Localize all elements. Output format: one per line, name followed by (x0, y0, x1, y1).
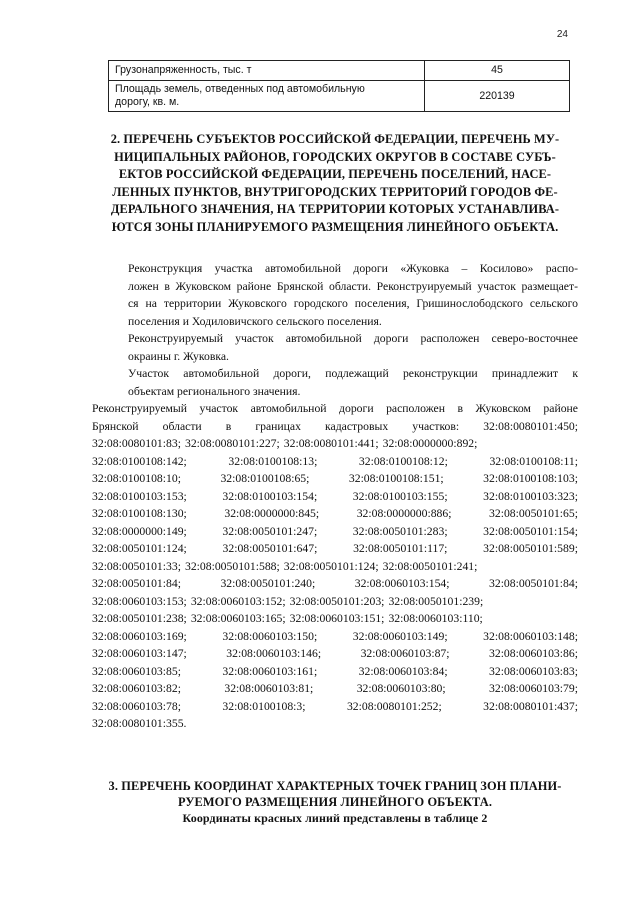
cadastral-number: 32:08:0060103:150; (222, 629, 318, 643)
cadastral-number: 32:08:0000000:845; (224, 507, 320, 520)
cadastral-number: 32:08:0050101:33; (92, 559, 181, 573)
heading-line: РУЕМОГО РАЗМЕЩЕНИЯ ЛИНЕЙНОГО ОБЪЕКТА. (177, 795, 493, 809)
paragraph-line: Реконструируемый участок автомобильной дороги расположен в Жуковском районе (92, 402, 578, 415)
paragraph-line: Реконструируемый участок автомобильной дороги расположен северо-восточнее (128, 332, 578, 345)
cadastral-row (92, 470, 578, 488)
page-number: 24 (556, 29, 568, 40)
cadastral-number: 32:08:0100108:142; (92, 454, 187, 468)
cadastral-row (92, 435, 578, 453)
stats-table (108, 60, 570, 112)
cadastral-number: 32:08:0050101:238; (92, 612, 187, 625)
cadastral-number: 32:08:0100108:11; (489, 454, 578, 468)
table-row (109, 61, 570, 81)
cadastral-row (92, 558, 578, 576)
table-cell-label-line: дорогу, кв. м. (115, 96, 180, 108)
cadastral-number: 32:08:0060103:79; (489, 682, 578, 695)
cadastral-row (92, 698, 578, 716)
cadastral-row (92, 663, 578, 681)
cadastral-number: 32:08:0060103:154; (354, 577, 450, 590)
cadastral-number: 32:08:0060103:86; (489, 647, 578, 660)
cadastral-number: 32:08:0050101:241; (382, 559, 478, 573)
cadastral-number: 32:08:0060103:161; (222, 664, 318, 678)
table-row (109, 81, 570, 112)
heading-line: ЕКТОВ РОССИЙСКОЙ ФЕДЕРАЦИИ, ПЕРЕЧЕНЬ ПОСЕЛЕНИЙ, НАСЕ- (118, 167, 552, 182)
cadastral-number: 32:08:0060103:78; (92, 699, 181, 713)
paragraph-line: Участок автомобильной дороги, подлежащий реконструкции принадлежит к (128, 367, 578, 380)
paragraph (92, 400, 578, 435)
paragraph (92, 365, 578, 400)
paragraph-line: ложен в Жуковском районе Брянской области. Реконструируемый участок размещает- (128, 279, 578, 293)
heading-line: НИЦИПАЛЬНЫХ РАЙОНОВ, ГОРОДСКИХ ОКРУГОВ В СОСТАВЕ СУБЪ- (114, 149, 556, 164)
cadastral-number: 32:08:0100103:155; (352, 489, 448, 503)
cadastral-number: 32:08:0100108:3; (222, 699, 306, 713)
cadastral-row (92, 575, 578, 593)
table-cell-value: 220139 (425, 81, 570, 112)
cadastral-number: 32:08:0050101:647; (222, 542, 318, 555)
cadastral-number: 32:08:0050101:117; (353, 542, 448, 555)
cadastral-number: 32:08:0080101:437; (483, 699, 578, 713)
cadastral-number: 32:08:0060103:85; (92, 664, 181, 678)
cadastral-row (92, 523, 578, 541)
cadastral-number: 32:08:0100108:65; (220, 472, 310, 485)
section-2-body (92, 260, 578, 733)
section-3-heading (92, 778, 578, 810)
cadastral-number: 32:08:0050101:84; (489, 577, 578, 590)
cadastral-number: 32:08:0100108:103; (483, 472, 578, 485)
cadastral-row (92, 488, 578, 506)
cadastral-number: 32:08:0060103:80; (356, 682, 446, 695)
heading-line: 2. ПЕРЕЧЕНЬ СУБЪЕКТОВ РОССИЙСКОЙ ФЕДЕРАЦИИ, ПЕРЕЧЕНЬ МУ- (110, 132, 560, 146)
heading-line: ДЕРАЛЬНОГО ЗНАЧЕНИЯ, НА ТЕРРИТОРИИ КОТОРЫХ УСТАНАВЛИВА- (110, 202, 560, 217)
cadastral-number: 32:08:0060103:83; (489, 664, 578, 678)
heading-line: ЛЕННЫХ ПУНКТОВ, ВНУТРИГОРОДСКИХ ТЕРРИТОРИЙ ГОРОДОВ ФЕ- (112, 184, 558, 199)
table-cell-label: Грузонапряженность, тыс. т (109, 61, 425, 81)
cadastral-number: 32:08:0060103:146; (226, 647, 322, 660)
cadastral-row (92, 628, 578, 646)
cadastral-number: 32:08:0050101:239; (388, 594, 484, 608)
table-cell-label-line: Площадь земель, отведенных под автомобильную (115, 83, 365, 95)
paragraph-line: Реконструкция участка автомобильной дороги «Жуковка – Косилово» распо- (128, 262, 578, 275)
cadastral-row (92, 610, 578, 628)
cadastral-number: 32:08:0100108:151; (348, 472, 444, 485)
cadastral-number: 32:08:0080101:227; (184, 437, 280, 450)
cadastral-number: 32:08:0100108:12; (358, 454, 448, 468)
cadastral-number: 32:08:0060103:110; (388, 612, 483, 625)
heading-line: 3. ПЕРЕЧЕНЬ КООРДИНАТ ХАРАКТЕРНЫХ ТОЧЕК ГРАНИЦ ЗОН ПЛАНИ- (108, 779, 562, 793)
cadastral-number: 32:08:0100103:323; (483, 489, 578, 503)
cadastral-number: 32:08:0000000:886; (356, 507, 452, 520)
cadastral-number: 32:08:0050101:247; (222, 524, 318, 538)
cadastral-number: 32:08:0050101:84; (92, 577, 181, 590)
cadastral-number: 32:08:0050101:588; (184, 559, 280, 573)
cadastral-number: 32:08:0050101:154; (483, 524, 578, 538)
cadastral-number: 32:08:0060103:147; (92, 647, 187, 660)
paragraph-line: окраины г. Жуковка. (128, 349, 229, 363)
cadastral-number: 32:08:0100103:154; (222, 489, 318, 503)
cadastral-number: 32:08:0060103:153; (92, 594, 187, 608)
paragraph-line: ся на территории Жуковского городского поселения, Гришинослободского сельского (128, 297, 578, 310)
cadastral-number: 32:08:0060103:81; (224, 682, 314, 695)
paragraph (92, 330, 578, 365)
cadastral-row (92, 593, 578, 611)
cadastral-number: 32:08:0080101:83; (92, 437, 181, 450)
cadastral-number: 32:08:0050101:124; (92, 542, 187, 555)
heading-line: ЮТСЯ ЗОНЫ ПЛАНИРУЕМОГО РАЗМЕЩЕНИЯ ЛИНЕЙНОГО ОБЪЕКТА. (111, 219, 559, 234)
paragraph-line: Брянской области в границах кадастровых участков: 32:08:0080101:450; (92, 419, 578, 433)
cadastral-number: 32:08:0100103:153; (92, 489, 187, 503)
cadastral-number: 32:08:0080101:252; (346, 699, 442, 713)
cadastral-number: 32:08:0050101:240; (220, 577, 316, 590)
cadastral-number: 32:08:0060103:165; (190, 612, 286, 625)
cadastral-number: 32:08:0060103:169; (92, 629, 187, 643)
paragraph-line: поселения и Ходиловичского сельского поселения. (128, 314, 382, 328)
cadastral-row (92, 680, 578, 698)
cadastral-number: 32:08:0080101:441; (283, 437, 379, 450)
cadastral-row (92, 453, 578, 471)
cadastral-row (92, 540, 578, 558)
table-cell-label (109, 81, 425, 112)
cadastral-number: 32:08:0080101:355. (92, 717, 187, 730)
cadastral-number: 32:08:0100108:13; (228, 454, 318, 468)
cadastral-number: 32:08:0050101:283; (352, 524, 448, 538)
cadastral-row (92, 505, 578, 523)
cadastral-number: 32:08:0050101:589; (483, 542, 578, 555)
paragraph (92, 260, 578, 330)
cadastral-number: 32:08:0060103:148; (483, 629, 578, 643)
cadastral-number: 32:08:0060103:152; (190, 594, 286, 608)
section-3-subheading: Координаты красных линий представлены в таблице 2 (182, 811, 488, 825)
table-cell-value: 45 (425, 61, 570, 81)
cadastral-number: 32:08:0000000:149; (92, 524, 187, 538)
cadastral-number: 32:08:0000000:892; (382, 437, 478, 450)
cadastral-number: 32:08:0050101:65; (489, 507, 578, 520)
cadastral-number: 32:08:0060103:82; (92, 682, 181, 695)
cadastral-row (92, 715, 578, 733)
section-2-heading (92, 131, 578, 237)
cadastral-number: 32:08:0060103:87; (360, 647, 450, 660)
cadastral-number: 32:08:0060103:151; (289, 612, 385, 625)
cadastral-number: 32:08:0060103:84; (358, 664, 448, 678)
cadastral-number: 32:08:0100108:130; (92, 507, 187, 520)
paragraph-line: объектам регионального значения. (128, 384, 301, 398)
cadastral-number: 32:08:0100108:10; (92, 472, 181, 485)
cadastral-number: 32:08:0060103:149; (352, 629, 448, 643)
cadastral-row (92, 645, 578, 663)
cadastral-number: 32:08:0050101:203; (289, 594, 385, 608)
cadastral-number: 32:08:0050101:124; (283, 559, 379, 573)
